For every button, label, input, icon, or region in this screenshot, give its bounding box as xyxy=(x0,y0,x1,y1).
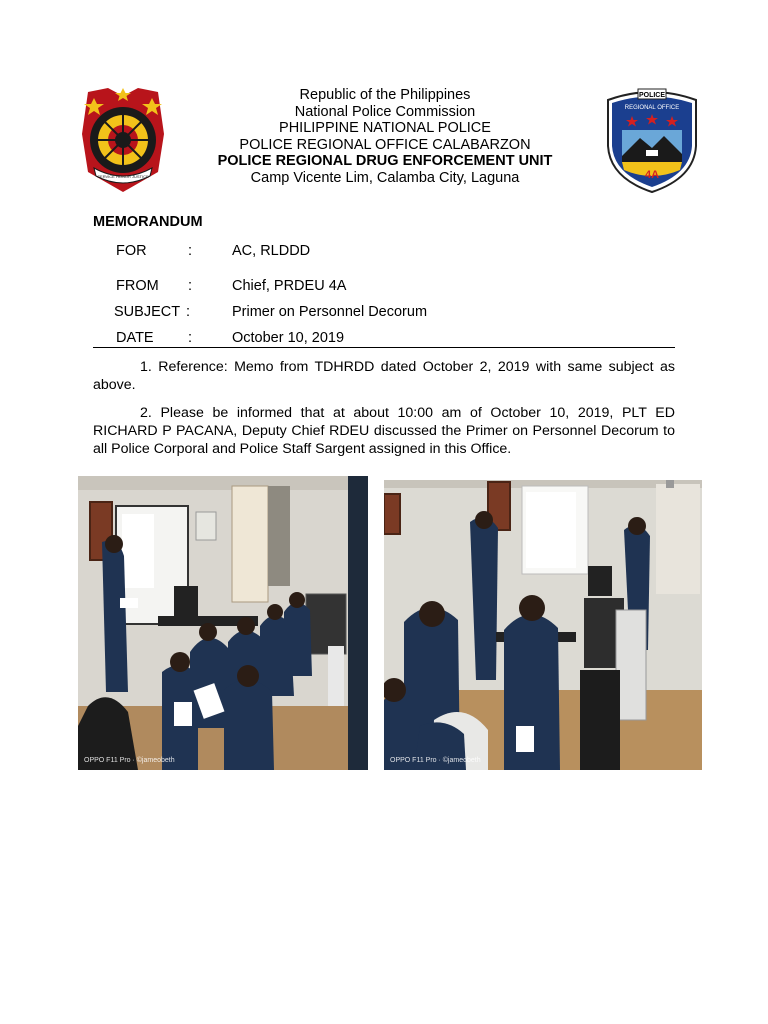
subject-colon: : xyxy=(186,304,191,320)
header-republic: Republic of the Philippines xyxy=(299,87,471,103)
subject-label: SUBJECT xyxy=(114,304,181,320)
photo-watermark-right: OPPO F11 Pro · ©jameobeth xyxy=(390,757,481,764)
memo-title: MEMORANDUM xyxy=(93,214,203,230)
pnp-seal-icon xyxy=(80,84,166,194)
header-pro: POLICE REGIONAL OFFICE CALABARZON xyxy=(239,136,531,153)
paragraph-reference: 1. Reference: Memo from TDHRDD dated October 2, 2019 with same subject as above. xyxy=(93,359,675,393)
seal-motto: SERVICE HONOR JUSTICE xyxy=(97,174,149,179)
date-label: DATE xyxy=(116,330,154,346)
header-address: Camp Vicente Lim, Calamba City, Laguna xyxy=(250,169,520,186)
date-value: October 10, 2019 xyxy=(232,330,345,346)
subject-value: Primer on Personnel Decorum xyxy=(232,304,428,320)
header-pnp: PHILIPPINE NATIONAL POLICE xyxy=(279,120,491,137)
badge-4a-text: 4A xyxy=(644,169,660,181)
from-label: FROM xyxy=(116,278,159,294)
letterhead xyxy=(180,87,590,187)
for-colon: : xyxy=(188,243,193,259)
for-label: FOR xyxy=(116,243,147,259)
photo-watermark-left: OPPO F11 Pro · ©jameobeth xyxy=(84,757,175,764)
header-unit: POLICE REGIONAL DRUG ENFORCEMENT UNIT xyxy=(217,153,553,170)
briefing-photo-left xyxy=(78,476,368,770)
badge-arc-text: REGIONAL OFFICE xyxy=(624,105,680,111)
date-colon: : xyxy=(188,330,193,346)
paragraph-briefing: 2. Please be informed that at about 10:00 am of October 10, 2019, PLT ED RICHARD P PACANA, Deputy Chief RDEU discussed the Primer on Personnel Decorum to all Police Corporal and Police Staff Sargent assigned in this Office. xyxy=(93,405,675,457)
from-value: Chief, PRDEU 4A xyxy=(232,278,347,294)
pro4a-badge-logo xyxy=(602,86,702,194)
memo-divider xyxy=(93,347,675,348)
briefing-photo-right xyxy=(384,480,702,770)
header-napolcom: National Police Commission xyxy=(294,103,476,120)
badge-top-text: POLICE xyxy=(638,92,666,99)
pnp-seal-logo xyxy=(80,84,166,194)
for-value: AC, RLDDD xyxy=(232,243,311,259)
pro4a-badge-icon xyxy=(602,86,702,194)
from-colon: : xyxy=(188,278,193,294)
